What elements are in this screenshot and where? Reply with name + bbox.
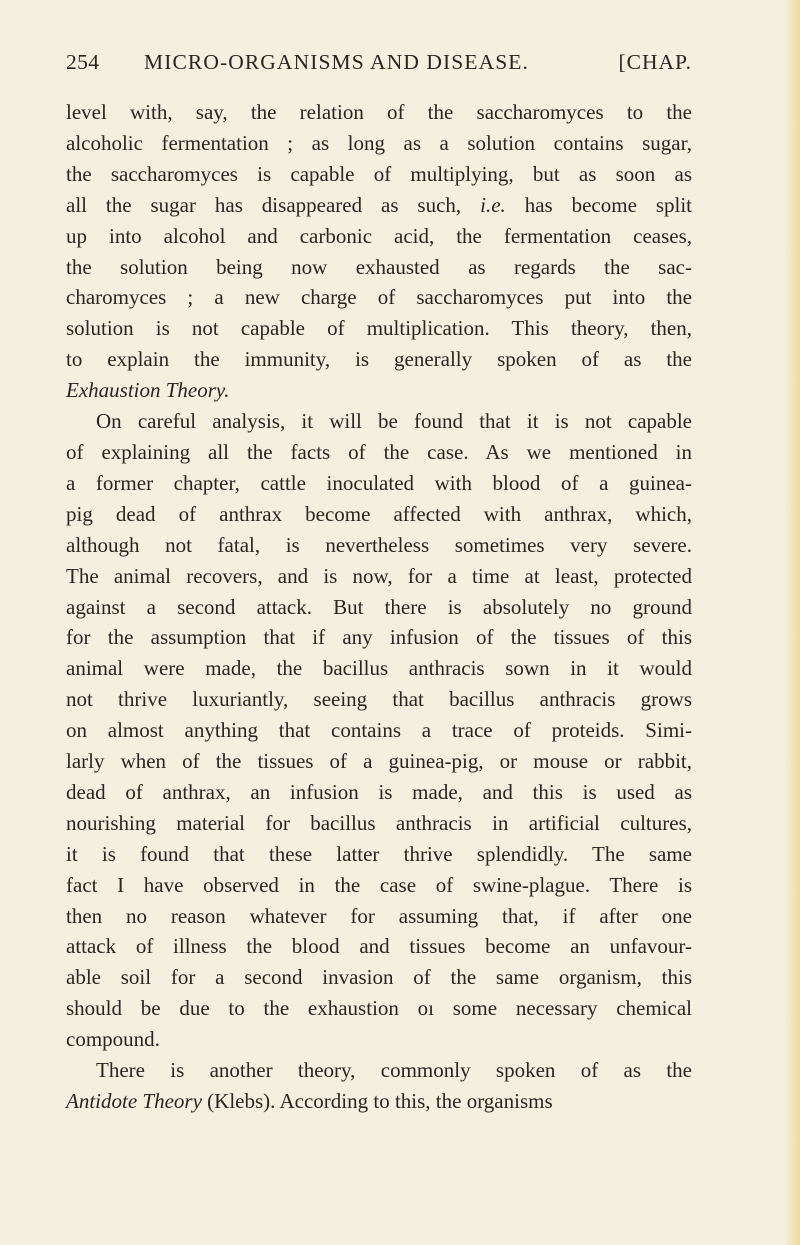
text-line: level with, say, the relation of the saccharomyces to the bbox=[66, 100, 692, 124]
text-line: the saccharomyces is capable of multiplying, but as soon as bbox=[66, 161, 692, 186]
text-line: the solution being now exhausted as regards the sac- bbox=[66, 254, 692, 279]
running-header bbox=[66, 50, 692, 84]
paragraph-2 bbox=[66, 406, 692, 1055]
page-edge bbox=[786, 0, 800, 1245]
text-line: although not fatal, is nevertheless sometimes very severe. bbox=[66, 532, 692, 557]
text-line: attack of illness the blood and tissues become an unfavour- bbox=[66, 934, 692, 959]
text-line: animal were made, the bacillus anthracis sown in it would bbox=[66, 656, 692, 681]
text-line: nourishing material for bacillus anthracis in artificial cultures, bbox=[66, 810, 692, 835]
text-line: to explain the immunity, is generally spoken of as the bbox=[66, 347, 692, 372]
paragraph-1 bbox=[66, 97, 692, 406]
page-number: 254 bbox=[66, 50, 100, 74]
text-line: fact I have observed in the case of swine-plague. There is bbox=[66, 872, 692, 897]
text-line: a former chapter, cattle inoculated with blood of a guinea- bbox=[66, 470, 692, 495]
text-line: solution is not capable of multiplication. This theory, then, bbox=[66, 316, 692, 341]
text-line: larly when of the tissues of a guinea-pig, or mouse or rabbit, bbox=[66, 749, 692, 774]
text-line: able soil for a second invasion of the same organism, this bbox=[66, 965, 692, 990]
running-title: MICRO-ORGANISMS AND DISEASE. bbox=[144, 50, 529, 74]
text-line: against a second attack. But there is absolutely no ground bbox=[66, 594, 692, 619]
text-line: up into alcohol and carbonic acid, the fermentation ceases, bbox=[66, 223, 692, 248]
chapter-tag: [CHAP. bbox=[618, 50, 692, 74]
text-line: alcoholic fermentation ; as long as a solution contains sugar, bbox=[66, 130, 692, 155]
text-line: pig dead of anthrax become affected with anthrax, which, bbox=[66, 501, 692, 526]
text-line: There is another theory, commonly spoken of as the bbox=[96, 1058, 692, 1083]
text-line: then no reason whatever for assuming that, if after one bbox=[66, 903, 692, 928]
text-line: for the assumption that if any infusion of the tissues of this bbox=[66, 625, 692, 650]
text-line: of explaining all the facts of the case. As we mentioned in bbox=[66, 439, 692, 464]
text-line: should be due to the exhaustion oı some necessary chemical bbox=[66, 996, 692, 1021]
text-line: on almost anything that contains a trace of proteids. Simi- bbox=[66, 718, 692, 743]
exhaustion-theory-term: Exhaustion Theory. bbox=[66, 378, 230, 403]
text-line: not thrive luxuriantly, seeing that bacillus anthracis grows bbox=[66, 687, 692, 712]
text-line: charomyces ; a new charge of saccharomyces put into the bbox=[66, 285, 692, 310]
text-line: it is found that these latter thrive splendidly. The same bbox=[66, 841, 692, 866]
text-line: dead of anthrax, an infusion is made, and this is used as bbox=[66, 779, 692, 804]
italic-term: Antidote Theory bbox=[66, 1089, 202, 1113]
text-line: On careful analysis, it will be found that it is not capable bbox=[96, 409, 692, 434]
text-line: all the sugar has disappeared as such, i.e. has become split bbox=[66, 192, 692, 217]
paragraph-3 bbox=[66, 1055, 692, 1117]
text-line: Antidote Theory (Klebs). According to this, the organisms bbox=[66, 1089, 553, 1113]
body-text bbox=[66, 97, 692, 1117]
text-line: compound. bbox=[66, 1027, 160, 1052]
text-line: The animal recovers, and is now, for a time at least, protected bbox=[66, 563, 692, 588]
italic-term: i.e. bbox=[480, 192, 506, 217]
text-line bbox=[66, 375, 692, 406]
